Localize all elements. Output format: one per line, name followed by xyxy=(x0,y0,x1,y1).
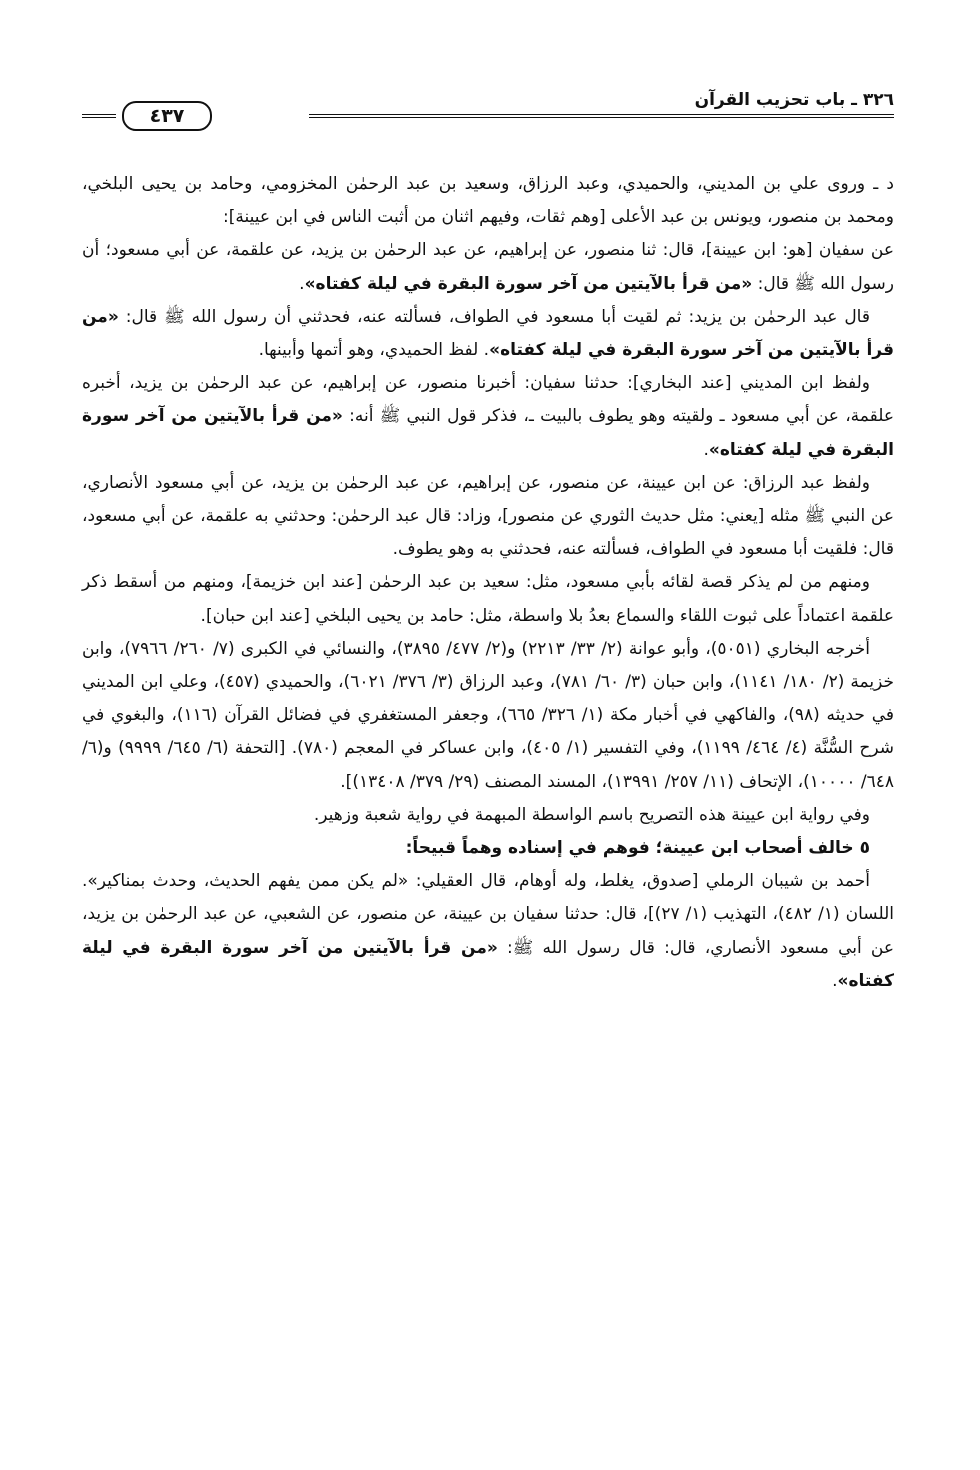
running-title: ٣٢٦ ـ باب تحزيب القرآن xyxy=(694,90,894,110)
text-segment: . xyxy=(299,273,305,294)
text-segment: . xyxy=(703,439,709,460)
paragraph xyxy=(82,566,894,632)
header-rule xyxy=(309,114,894,118)
text-segment: ومنهم من لم يذكر قصة لقائه بأبي مسعود، مثل: سعيد بن عبد الرحمٰن [عند ابن خزيمة]، ومنهم من أسقط ذكر علقمة اعتماداً على ثبوت اللقاء والسماع بعدُ بلا واسطة، مثل: حامد بن يحيى البلخي [عند ابن حبان]. xyxy=(82,572,894,626)
hadith-text: «من قرأ بالآيتين من آخر سورة البقرة في ليلة كفتاه» xyxy=(82,406,894,460)
text-segment: وفي رواية ابن عيينة هذه التصريح باسم الواسطة المبهمة في رواية شعبة وزهير. xyxy=(313,804,870,825)
text-segment: أخرجه البخاري (٥٠٥١)، وأبو عوانة (٢/ ٣٣/ ٢٢١٣) و(٢/ ٤٧٧/ ٣٨٩٥)، والنسائي في الكبرى (٧/ ٢٦٠/ ٧٩٦٦)، وابن خزيمة (٢/ ١٨٠/ ١١٤١)، وابن حبان (٣/ ٦٠/ ٧٨١)، وعبد الرزاق (٣/ ٣٧٦/ ٦٠٢١)، والحميدي (٤٥٧)، وعلي ابن المديني في حديثه (٩٨)، والفاكهي في أخبار مكة (١/ ٣٢٦/ ٦٦٥)، وجعفر المستغفري في فضائل القرآن (١١٦)، والبغوي في شرح السُّنَّة (٤/ ٤٦٤/ ١١٩٩)، وفي التفسير (١/ ٤٠٥)، وابن عساكر في المعجم (٧٨٠). [التحفة (٦/ ٦٤٥/ ٩٩٩٩) و(٦/ ٦٤٨/ ١٠٠٠٠)، الإتحاف (١١/ ٢٥٧/ ١٣٩٩١)، المسند المصنف (٢٩/ ٣٧٩/ ١٣٤٠٨)]. xyxy=(82,638,894,792)
section-heading: ٥ خالف أصحاب ابن عيينة؛ فوهم في إسناده وهماً قبيحاً: xyxy=(405,838,870,859)
text-segment: قال عبد الرحمٰن بن يزيد: ثم لقيت أبا مسعود في الطواف، فسألته عنه، فحدثني أن رسول الله ﷺ قال: xyxy=(118,306,870,327)
text-segment: . لفظ الحميدي، وهو أتمها وأبينها. xyxy=(258,340,490,361)
paragraph xyxy=(82,234,894,300)
paragraph xyxy=(82,467,894,567)
hadith-text: «من قرأ بالآيتين من آخر سورة البقرة في ليلة كفتاه» xyxy=(304,273,753,294)
paragraph xyxy=(82,633,894,799)
text-segment: . xyxy=(832,970,838,991)
paragraph xyxy=(82,832,894,865)
book-page xyxy=(82,0,894,1470)
text-segment: ولفظ ابن المديني [عند البخاري]: حدثنا سفيان: أخبرنا منصور، عن إبراهيم، عن عبد الرحمٰن بن يزيد، أخبره علقمة، عن أبي مسعود ـ ولقيته وهو يطوف بالبيت ـ، فذكر قول النبي ﷺ أنه: xyxy=(82,373,895,427)
paragraph xyxy=(82,367,894,467)
hadith-text: «من قرأ بالآيتين من آخر سورة البقرة في ليلة كفتاه» xyxy=(82,937,894,991)
text-segment: د ـ وروى علي بن المديني، والحميدي، وعبد الرزاق، وسعيد بن عبد الرحمٰن المخزومي، وحامد بن يحيى البلخي، ومحمد بن منصور، ويونس بن عبد الأعلى [وهم ثقات، وفيهم اثنان من أثبت الناس في ابن عيينة]: xyxy=(82,174,894,228)
header-rule xyxy=(82,114,116,118)
text-segment: أحمد بن شيبان الرملي [صدوق، يغلط، وله أوهام، قال العقيلي: «لم يكن ممن يفهم الحديث، وحدث بمناكير». اللسان (١/ ٤٨٢)، التهذيب (١/ ٢٧)]، قال: حدثنا سفيان بن عيينة، عن منصور، عن الشعبي، عن عبد الرحمٰن بن يزيد، عن أبي مسعود الأنصاري، قال: قال رسول الله ﷺ: xyxy=(82,871,895,958)
text-segment: عن سفيان [هو: ابن عيينة]، قال: ثنا منصور، عن إبراهيم، عن عبد الرحمٰن بن يزيد، عن علقمة، عن أبي مسعود؛ أن رسول الله ﷺ قال: xyxy=(82,240,894,294)
text-segment: ولفظ عبد الرزاق: عن ابن عيينة، عن منصور، عن إبراهيم، عن عبد الرحمٰن بن يزيد، عن أبي مسعود الأنصاري، عن النبي ﷺ مثله [يعني: مثل حديث الثوري عن منصور]، وزاد: قال عبد الرحمٰن: وحدثني به علقمة، عن أبي مسعود، قال: فلقيت أبا مسعود في الطواف، فسألته عنه، فحدثني به وهو يطوف. xyxy=(82,472,894,560)
page-header xyxy=(82,88,894,128)
paragraph xyxy=(82,168,894,234)
hadith-text: «من قرأ بالآيتين من آخر سورة البقرة في ليلة كفتاه» xyxy=(82,306,894,361)
paragraph xyxy=(82,865,894,998)
page-number-badge: ٤٣٧ xyxy=(122,101,212,131)
main-text xyxy=(82,168,894,998)
paragraph xyxy=(82,301,894,367)
paragraph xyxy=(82,799,894,832)
